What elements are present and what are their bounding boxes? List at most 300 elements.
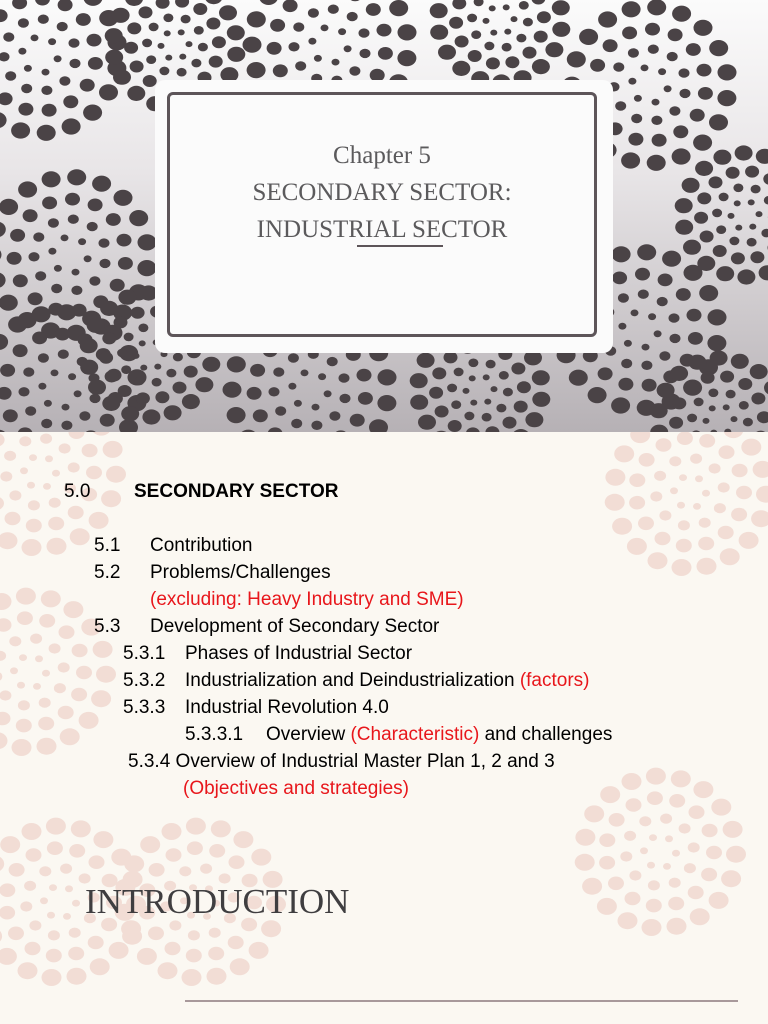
pattern-dot [739, 401, 749, 410]
pattern-dot [194, 26, 204, 35]
pattern-dot [695, 161, 713, 176]
pattern-dot [5, 71, 16, 80]
pattern-dot [308, 8, 319, 17]
pattern-dot [138, 324, 148, 333]
item-number: 5.3.3 [123, 697, 166, 718]
pattern-dot [683, 240, 701, 255]
pattern-dot [483, 374, 490, 380]
pattern-dot [42, 69, 50, 76]
pattern-dot [0, 92, 13, 105]
pattern-dot [642, 379, 657, 392]
pattern-dot [58, 350, 69, 359]
pattern-dot [202, 357, 220, 372]
pattern-dot [707, 335, 726, 351]
pattern-dot [0, 112, 7, 128]
pattern-dot [709, 114, 728, 130]
pattern-dot [41, 86, 52, 95]
pattern-dot [329, 411, 340, 420]
outline-item-5-3-3-1 [185, 724, 612, 746]
pattern-dot [579, 29, 598, 45]
pattern-dot [13, 274, 28, 287]
pattern-dot [106, 213, 121, 226]
pattern-dot [105, 50, 123, 65]
pattern-dot [44, 400, 52, 407]
pattern-dot [669, 106, 680, 115]
pattern-dot [410, 395, 428, 410]
pattern-dot [149, 23, 159, 32]
pattern-dot [127, 86, 145, 101]
pattern-dot [676, 288, 691, 301]
pattern-dot [67, 169, 86, 185]
section-title: INTRODUCTION [85, 882, 350, 921]
pattern-dot [8, 316, 27, 332]
pattern-dot [99, 352, 113, 364]
title-card [155, 80, 613, 353]
pattern-dot [301, 370, 309, 377]
pattern-dot [455, 36, 469, 48]
item-text-after: and challenges [484, 724, 613, 745]
pattern-dot [449, 17, 463, 29]
pattern-dot [359, 28, 370, 37]
pattern-dot [631, 114, 642, 123]
pattern-dot [117, 234, 132, 247]
heading-text: SECONDARY SECTOR [134, 481, 339, 502]
outline-item-5-3-4-note: (Objectives and strategies) [183, 778, 409, 799]
pattern-dot [503, 4, 510, 10]
pattern-dot [57, 22, 68, 31]
pattern-dot [650, 403, 668, 418]
pattern-dot [186, 41, 193, 47]
pattern-dot [117, 349, 127, 358]
pattern-dot [369, 419, 388, 432]
pattern-dot [25, 406, 36, 415]
pattern-dot [347, 12, 358, 21]
pattern-dot [289, 42, 300, 51]
pattern-dot [511, 16, 518, 22]
pattern-dot [69, 38, 80, 47]
item-number: 5.3.3.1 [185, 724, 244, 745]
pattern-dot [119, 419, 138, 432]
pattern-dot [338, 28, 346, 35]
pattern-dot [532, 59, 550, 74]
pattern-dot [283, 0, 298, 12]
pattern-dot [29, 252, 40, 261]
pattern-dot [615, 101, 626, 110]
pattern-dot [267, 42, 282, 55]
pattern-dot [247, 387, 262, 400]
pattern-dot [311, 421, 322, 430]
pattern-dot [468, 50, 482, 62]
pattern-dot [80, 338, 98, 353]
pattern-dot [146, 55, 156, 64]
pattern-dot [628, 78, 636, 85]
pattern-dot [621, 359, 632, 368]
pattern-dot [756, 149, 768, 164]
pattern-dot [737, 269, 755, 284]
pattern-dot [152, 378, 162, 387]
pattern-dot [84, 255, 92, 262]
pattern-dot [159, 67, 169, 76]
pattern-dot [432, 367, 446, 379]
pattern-dot [720, 371, 734, 383]
pattern-dot [321, 25, 329, 32]
outline-item-5-3 [94, 616, 439, 638]
pattern-dot [468, 359, 478, 368]
pattern-dot [483, 18, 490, 24]
pattern-dot [452, 61, 470, 76]
pattern-dot [657, 297, 668, 306]
pattern-dot [293, 22, 304, 31]
pattern-dot [127, 22, 141, 34]
pattern-dot [686, 43, 701, 56]
pattern-dot [491, 386, 498, 392]
pattern-dot [31, 35, 39, 42]
pattern-dot [270, 19, 285, 32]
pattern-dot [463, 388, 470, 394]
pattern-dot [87, 222, 98, 231]
pattern-dot [729, 237, 739, 246]
pattern-dot [673, 125, 688, 138]
pattern-dot [647, 155, 666, 171]
pattern-dot [377, 24, 392, 37]
pattern-dot [469, 375, 476, 381]
pattern-dot [350, 414, 365, 427]
pattern-dot [139, 6, 153, 18]
pattern-dot [18, 181, 37, 197]
pattern-dot [588, 387, 607, 403]
pattern-dot [430, 25, 448, 40]
pattern-dot [35, 0, 50, 6]
pattern-dot [308, 38, 316, 45]
pattern-dot [672, 397, 686, 409]
pattern-dot [0, 364, 15, 377]
pattern-dot [166, 369, 176, 378]
pattern-dot [59, 76, 70, 85]
pattern-dot [114, 190, 133, 206]
pattern-dot [38, 15, 49, 24]
pattern-dot [750, 251, 764, 263]
pattern-dot [19, 387, 30, 396]
pattern-dot [33, 232, 44, 241]
pattern-dot [181, 15, 191, 24]
pattern-dot [699, 285, 718, 301]
pattern-dot [716, 266, 734, 281]
pattern-dot [726, 390, 736, 399]
pattern-dot [654, 330, 662, 337]
pattern-dot [57, 304, 76, 320]
pattern-dot [198, 43, 208, 52]
pattern-dot [761, 229, 768, 238]
pattern-dot [269, 387, 280, 396]
pattern-dot [291, 419, 302, 428]
pattern-dot [62, 404, 70, 411]
pattern-dot [652, 99, 660, 106]
pattern-dot [273, 367, 284, 376]
pattern-dot [275, 406, 286, 415]
pattern-dot [62, 118, 81, 134]
pattern-dot [288, 383, 296, 390]
pattern-dot [113, 70, 131, 85]
pattern-dot [519, 1, 529, 10]
pattern-dot [102, 396, 120, 411]
pattern-dot [178, 29, 185, 35]
pattern-dot [675, 198, 693, 213]
pattern-dot [61, 421, 72, 430]
pattern-dot [253, 409, 268, 422]
pattern-dot [708, 309, 727, 325]
pattern-dot [435, 406, 449, 418]
pattern-dot [0, 295, 18, 311]
pattern-dot [641, 65, 649, 72]
pattern-dot [448, 420, 462, 432]
pattern-dot [314, 55, 322, 62]
item-note: (Characteristic) [350, 724, 480, 745]
pattern-dot [622, 1, 641, 17]
pattern-dot [366, 3, 381, 16]
pattern-dot [340, 394, 351, 403]
pattern-dot [532, 392, 550, 407]
pattern-dot [21, 84, 32, 93]
pattern-dot [158, 43, 165, 49]
pattern-dot [552, 0, 570, 15]
pattern-dot [690, 109, 705, 122]
pattern-dot [648, 45, 659, 54]
pattern-dot [637, 244, 656, 260]
pattern-dot [628, 48, 639, 57]
pattern-dot [747, 238, 757, 247]
pattern-dot [504, 29, 511, 35]
pattern-dot [709, 40, 728, 56]
pattern-dot [680, 89, 691, 98]
pattern-dot [48, 218, 59, 227]
pattern-dot [447, 384, 457, 393]
pattern-dot [451, 400, 461, 409]
pattern-dot [130, 61, 144, 73]
pattern-dot [728, 213, 735, 219]
pattern-dot [679, 68, 690, 77]
pattern-dot [18, 103, 33, 116]
pattern-dot [430, 3, 448, 18]
pattern-dot [751, 393, 765, 405]
pattern-dot [173, 382, 187, 394]
pattern-dot [18, 48, 26, 55]
pattern-dot [206, 18, 220, 30]
pattern-dot [0, 221, 6, 237]
pattern-dot [61, 235, 69, 242]
pattern-dot [164, 30, 171, 36]
pattern-dot [58, 0, 73, 11]
title-frame [167, 92, 597, 337]
pattern-dot [675, 220, 693, 235]
pattern-dot [764, 196, 768, 205]
heading-number: 5.0 [64, 481, 91, 502]
pattern-dot [90, 394, 101, 403]
pattern-dot [339, 373, 350, 382]
item-number: 5.3.1 [123, 643, 166, 664]
pattern-dot [687, 414, 697, 423]
pattern-dot [713, 245, 727, 257]
item-text: Overview [266, 724, 346, 745]
pattern-dot [505, 56, 519, 68]
pattern-dot [129, 210, 148, 226]
pattern-dot [42, 171, 61, 187]
pattern-dot [173, 353, 183, 362]
pattern-dot [378, 369, 397, 385]
pattern-dot [140, 365, 147, 371]
pattern-dot [682, 178, 700, 193]
pattern-dot [697, 192, 711, 204]
pattern-dot [652, 134, 667, 147]
pattern-dot [55, 328, 70, 341]
pattern-dot [250, 364, 265, 377]
pattern-dot [223, 382, 242, 398]
item-number: 5.2 [94, 562, 121, 583]
outline-item-5-2-note: (excluding: Heavy Industry and SME) [150, 589, 464, 610]
pattern-dot [496, 404, 506, 413]
pattern-dot [87, 34, 102, 47]
pattern-dot [3, 32, 14, 41]
pattern-dot [259, 0, 278, 5]
pattern-dot [748, 199, 755, 205]
pattern-dot [105, 28, 123, 43]
pattern-dot [12, 0, 27, 9]
pattern-dot [102, 332, 116, 344]
pattern-dot [344, 45, 352, 52]
pattern-dot [489, 5, 496, 11]
pattern-dot [452, 0, 466, 9]
pattern-dot [88, 57, 103, 70]
pattern-dot [658, 68, 666, 75]
pattern-dot [100, 414, 115, 427]
pattern-dot [537, 11, 551, 23]
pattern-dot [99, 238, 110, 247]
pattern-dot [377, 395, 396, 411]
pattern-dot [569, 370, 588, 386]
pattern-dot [112, 8, 130, 23]
pattern-dot [72, 269, 80, 276]
pattern-dot [523, 18, 533, 27]
title-line-2: SECONDARY SECTOR: [252, 179, 512, 206]
pattern-dot [164, 405, 182, 420]
pattern-dot [84, 0, 103, 6]
outline-slide [0, 432, 768, 1024]
pattern-dot [114, 316, 128, 328]
pattern-dot [545, 42, 563, 57]
pattern-dot [648, 313, 656, 320]
pattern-dot [124, 42, 138, 54]
pattern-dot [622, 27, 637, 40]
pattern-dot [750, 364, 768, 379]
item-number: 5.3 [94, 616, 121, 637]
pattern-dot [0, 334, 8, 350]
pattern-dot [726, 167, 740, 179]
pattern-dot [723, 404, 730, 410]
pattern-dot [99, 84, 118, 100]
pattern-dot [51, 284, 62, 293]
pattern-dot [684, 265, 703, 281]
item-text: Industrial Revolution 4.0 [185, 697, 389, 718]
pattern-dot [23, 367, 34, 376]
outline-list [0, 432, 768, 1024]
pattern-dot [631, 310, 639, 317]
pattern-dot [735, 145, 753, 160]
pattern-dot [482, 413, 492, 422]
pattern-dot [598, 11, 617, 27]
pattern-dot [89, 276, 100, 285]
pattern-dot [464, 412, 474, 421]
pattern-dot [24, 65, 32, 72]
pattern-dot [358, 392, 373, 405]
pattern-dot [662, 251, 681, 267]
pattern-dot [138, 234, 157, 250]
pattern-dot [42, 197, 57, 210]
pattern-dot [684, 381, 698, 393]
pattern-dot [125, 0, 143, 6]
pattern-dot [641, 361, 652, 370]
pattern-dot [669, 313, 680, 322]
pattern-dot [137, 260, 156, 276]
pattern-dot [65, 193, 80, 206]
pattern-dot [92, 176, 111, 192]
pattern-dot [618, 323, 626, 330]
pattern-dot [139, 340, 146, 346]
pattern-dot [470, 400, 477, 406]
pattern-dot [80, 360, 98, 375]
pattern-dot [349, 66, 360, 75]
pattern-dot [718, 64, 737, 80]
pattern-dot [13, 344, 28, 357]
pattern-dot [100, 301, 118, 316]
bottom-divider [185, 1000, 738, 1002]
pattern-dot [397, 50, 416, 66]
pattern-dot [756, 211, 763, 217]
pattern-dot [650, 425, 668, 432]
pattern-dot [273, 64, 288, 77]
pattern-dot [634, 95, 642, 102]
pattern-dot [247, 62, 266, 78]
pattern-dot [731, 252, 745, 264]
pattern-dot [709, 405, 716, 411]
pattern-dot [490, 30, 497, 36]
pattern-dot [378, 47, 393, 60]
pattern-dot [227, 356, 246, 372]
pattern-dot [154, 364, 161, 370]
pattern-dot [163, 13, 173, 22]
pattern-dot [118, 290, 136, 305]
pattern-dot [759, 265, 768, 280]
pattern-dot [693, 135, 712, 151]
pattern-dot [731, 354, 749, 369]
pattern-dot [182, 394, 200, 409]
pattern-dot [294, 400, 302, 407]
pattern-dot [486, 57, 500, 69]
pattern-dot [503, 388, 513, 397]
pattern-dot [438, 45, 456, 60]
pattern-dot [514, 401, 528, 413]
pattern-dot [327, 357, 338, 366]
pattern-dot [743, 418, 753, 427]
pattern-dot [669, 417, 683, 429]
pattern-dot [612, 272, 627, 285]
pattern-dot [603, 39, 618, 52]
pattern-dot [410, 373, 428, 388]
pattern-dot [212, 36, 226, 48]
pattern-dot [659, 351, 670, 360]
pattern-dot [734, 200, 741, 206]
title-line-3: INDUSTRIAL SECTOR [256, 216, 508, 243]
pattern-dot [670, 334, 681, 343]
pattern-dot [672, 6, 691, 22]
